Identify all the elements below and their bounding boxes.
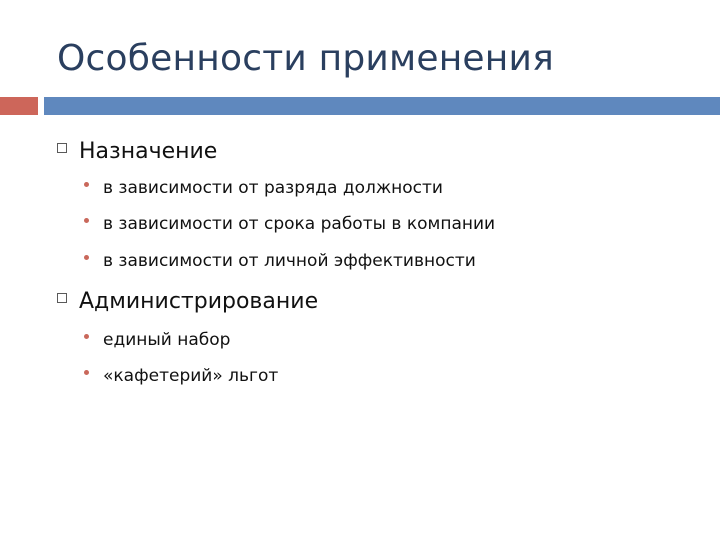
list-item-text: в зависимости от личной эффективности <box>103 251 476 271</box>
section-heading-administration <box>57 286 318 316</box>
list-item-text: в зависимости от разряда должности <box>103 178 443 198</box>
list-item <box>84 327 230 353</box>
section-heading-label: Администрирование <box>79 288 319 314</box>
square-bullet-icon <box>57 293 67 303</box>
list-item <box>84 363 278 389</box>
list-item-text: «кафетерий» льгот <box>103 366 279 386</box>
dot-bullet-icon <box>84 218 89 223</box>
dot-bullet-icon <box>84 255 89 260</box>
list-item <box>84 211 495 237</box>
slide-title: Особенности применения <box>57 38 554 79</box>
list-item <box>84 175 443 201</box>
section-heading-assignment <box>57 136 217 166</box>
dot-bullet-icon <box>84 334 89 339</box>
list-item <box>84 248 476 274</box>
list-item-text: единый набор <box>103 330 231 350</box>
title-rule <box>44 97 720 115</box>
dot-bullet-icon <box>84 182 89 187</box>
section-heading-label: Назначение <box>79 138 218 164</box>
title-rule-accent <box>0 97 38 115</box>
square-bullet-icon <box>57 143 67 153</box>
dot-bullet-icon <box>84 370 89 375</box>
list-item-text: в зависимости от срока работы в компании <box>103 214 496 234</box>
